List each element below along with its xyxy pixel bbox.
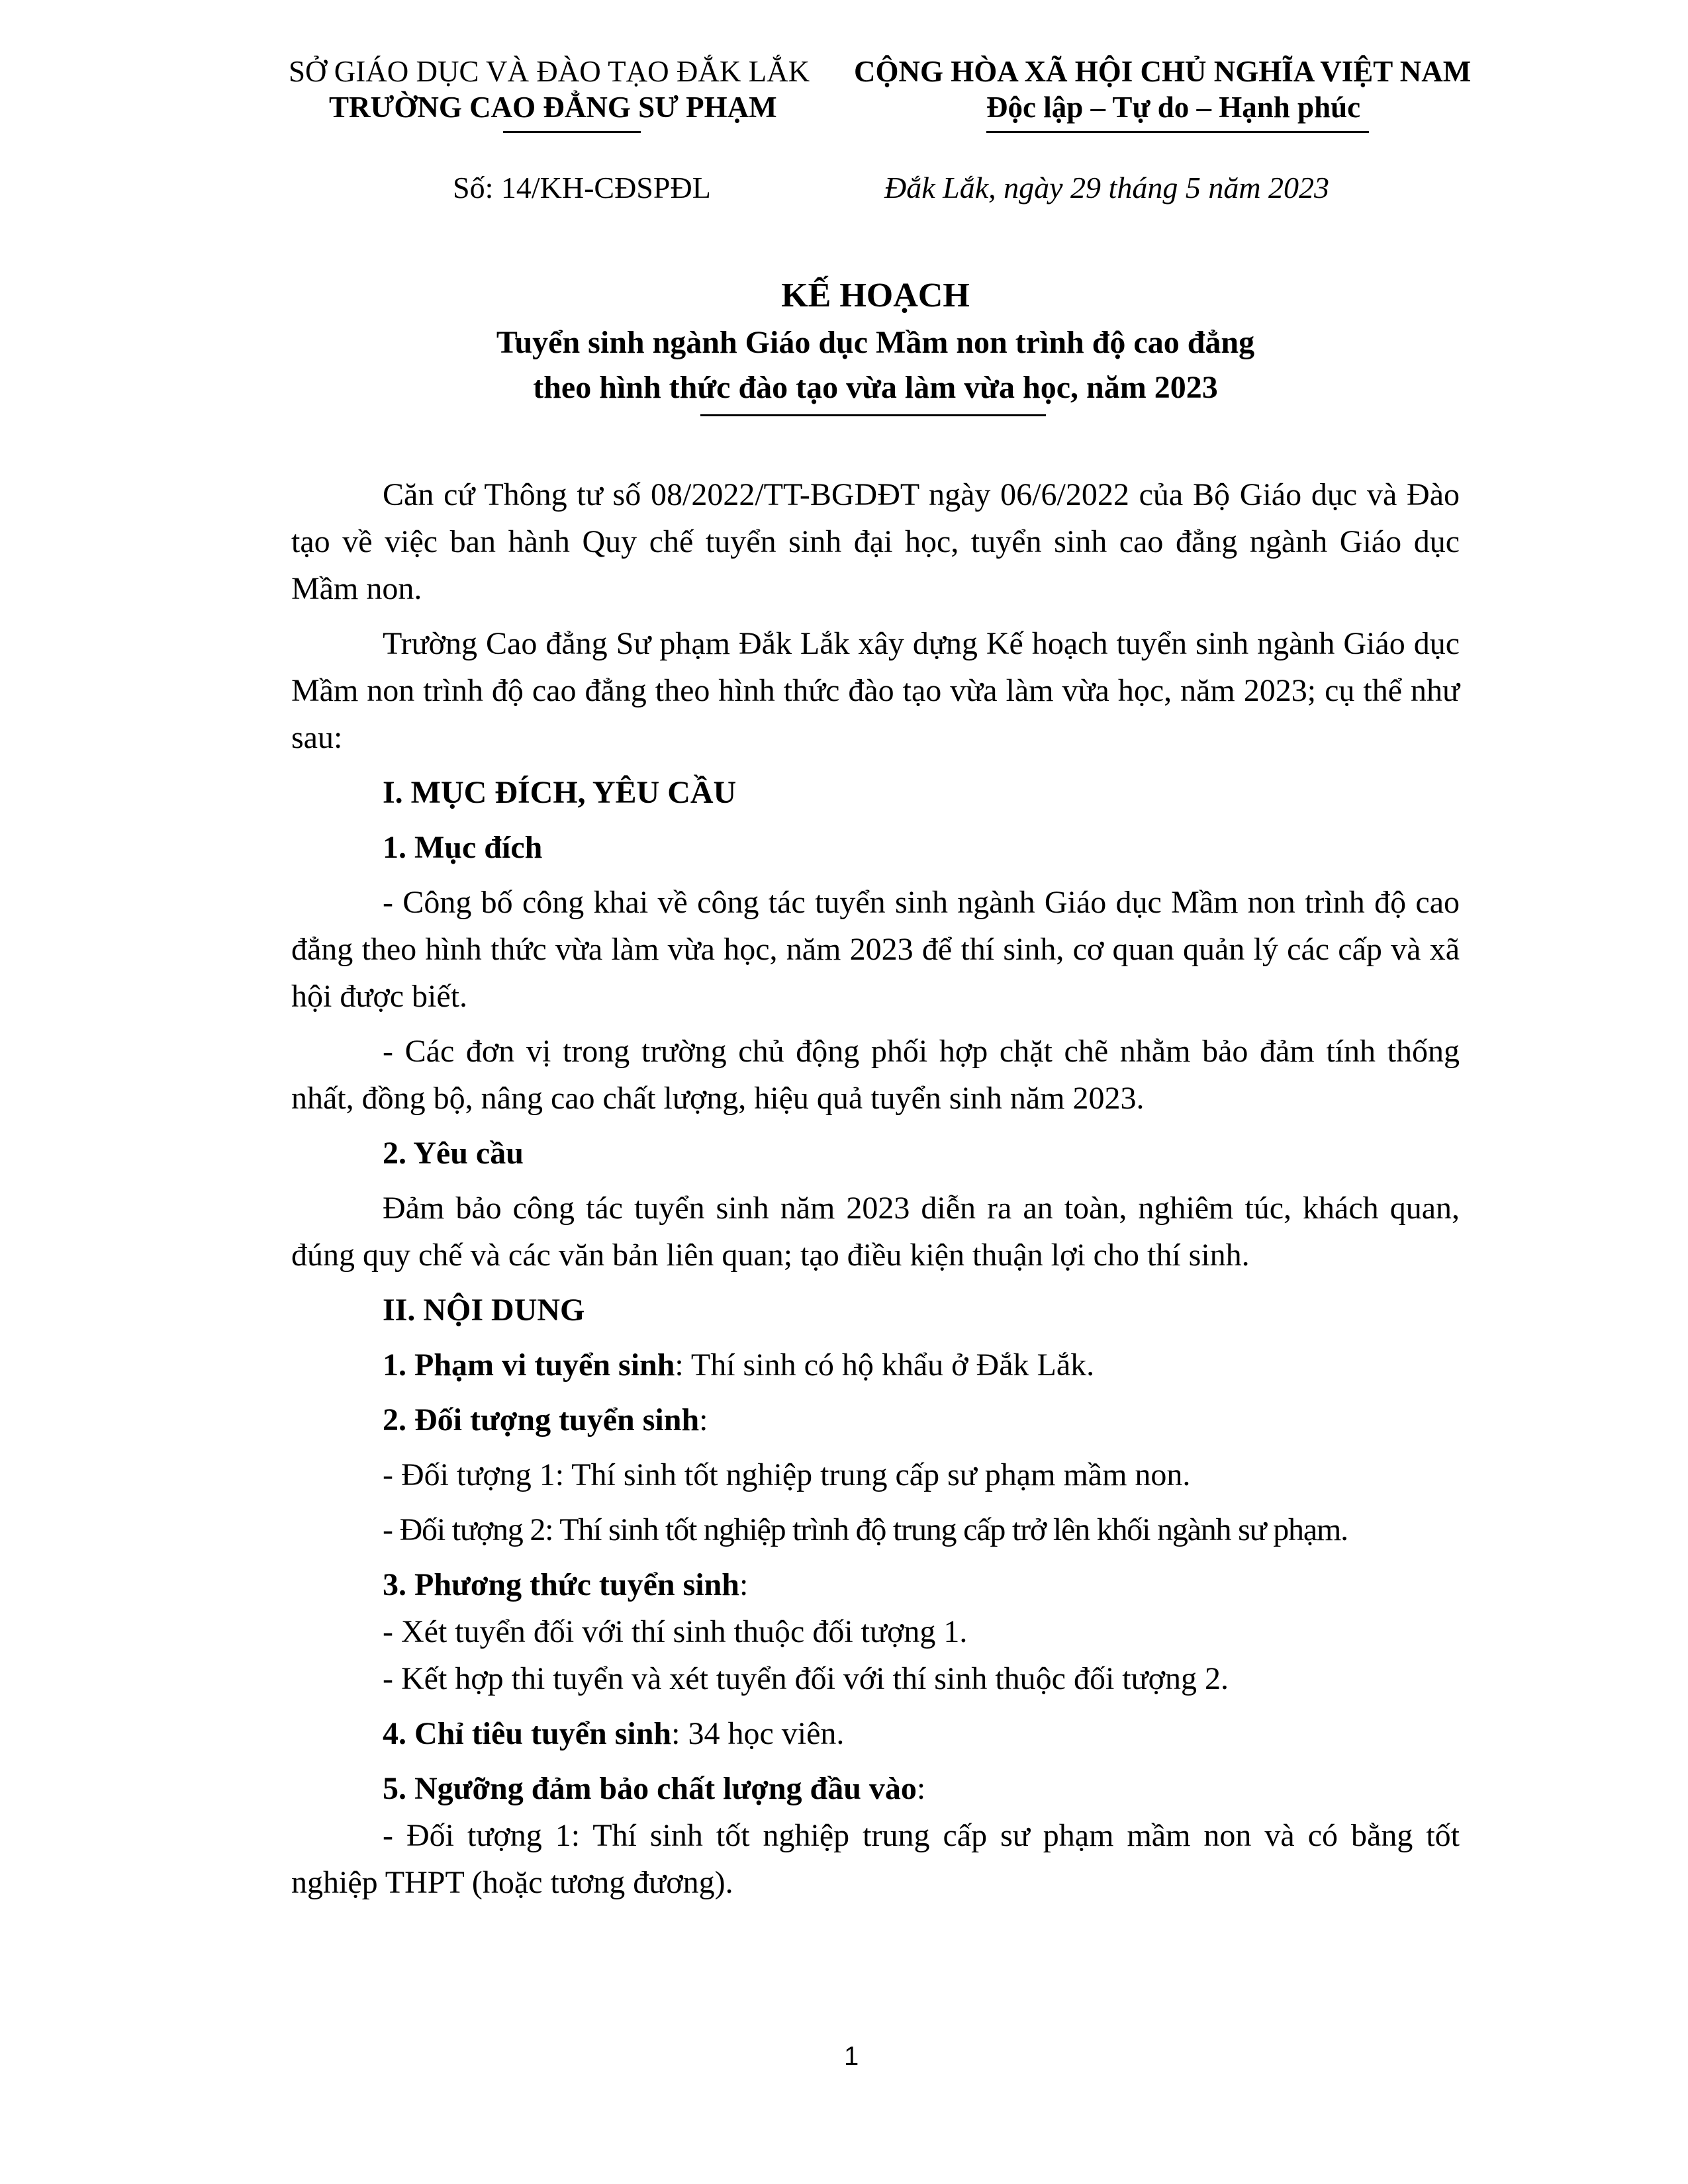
item-admission-method bbox=[291, 1561, 1460, 1608]
page-number: 1 bbox=[844, 2042, 859, 2071]
national-motto: Độc lập – Tự do – Hạnh phúc bbox=[986, 91, 1361, 124]
admission-quota-text: : 34 học viên. bbox=[671, 1716, 845, 1751]
item-admission-subjects bbox=[291, 1396, 1460, 1443]
subject-group-2: - Đối tượng 2: Thí sinh tốt nghiệp trình độ trung cấp trở lên khối ngành sư phạm. bbox=[383, 1512, 1348, 1547]
paragraph-requirements: Đảm bảo công tác tuyển sinh năm 2023 diễn ra an toàn, nghiêm túc, khách quan, đúng quy chế và các văn bản liên quan; tạo điều kiện thuận lợi cho thí sinh. bbox=[291, 1191, 1460, 1273]
title-subline-2: theo hình thức đào tạo vừa làm vừa học, năm 2023 bbox=[533, 370, 1218, 405]
admission-subjects-label: 2. Đối tượng tuyển sinh bbox=[383, 1402, 700, 1437]
heading-section-I: I. MỤC ĐÍCH, YÊU CẦU bbox=[383, 775, 737, 810]
admission-scope-text: : Thí sinh có hộ khẩu ở Đắk Lắk. bbox=[675, 1347, 1095, 1383]
paragraph-legal-basis: Căn cứ Thông tư số 08/2022/TT-BGDĐT ngày 06/6/2022 của Bộ Giáo dục và Đào tạo về việc ban hành Quy chế tuyển sinh đại học, tuyển sinh cao đẳng ngành Giáo dục Mầm non. bbox=[291, 477, 1460, 606]
subject-group-1: - Đối tượng 1: Thí sinh tốt nghiệp trung cấp sư phạm mầm non. bbox=[383, 1457, 1191, 1492]
school-name-underline bbox=[503, 131, 641, 133]
title-subline-1: Tuyển sinh ngành Giáo dục Mầm non trình độ cao đẳng bbox=[496, 325, 1255, 360]
quality-threshold-colon: : bbox=[916, 1771, 926, 1806]
admission-method-colon: : bbox=[739, 1567, 749, 1602]
heading-requirements: 2. Yêu cầu bbox=[383, 1136, 524, 1171]
heading-purpose: 1. Mục đích bbox=[383, 830, 543, 865]
document-date: Đắk Lắk, ngày 29 tháng 5 năm 2023 bbox=[884, 171, 1330, 205]
method-item-2: - Kết hợp thi tuyển và xét tuyển đối với thí sinh thuộc đối tượng 2. bbox=[383, 1661, 1229, 1696]
department-name: SỞ GIÁO DỤC VÀ ĐÀO TẠO ĐẮK LẮK bbox=[289, 55, 810, 88]
quality-threshold-label: 5. Ngưỡng đảm bảo chất lượng đầu vào bbox=[383, 1771, 917, 1806]
admission-subjects-colon: : bbox=[699, 1402, 708, 1437]
item-admission-scope bbox=[291, 1342, 1460, 1388]
admission-quota-label: 4. Chỉ tiêu tuyển sinh bbox=[383, 1716, 672, 1751]
threshold-item-1: - Đối tượng 1: Thí sinh tốt nghiệp trung cấp sư phạm mầm non và có bằng tốt nghiệp THPT (hoặc tương đương). bbox=[291, 1818, 1460, 1900]
paragraph-purpose-2: - Các đơn vị trong trường chủ động phối hợp chặt chẽ nhằm bảo đảm tính thống nhất, đồng bộ, nâng cao chất lượng, hiệu quả tuyển sinh năm 2023. bbox=[291, 1034, 1460, 1116]
school-name: TRƯỜNG CAO ĐẲNG SƯ PHẠM bbox=[329, 91, 777, 124]
paragraph-purpose-1: - Công bố công khai về công tác tuyển sinh ngành Giáo dục Mầm non trình độ cao đẳng theo hình thức vừa làm vừa học, năm 2023 để thí sinh, cơ quan quản lý các cấp và xã hội được biết. bbox=[291, 885, 1460, 1014]
admission-scope-label: 1. Phạm vi tuyển sinh bbox=[383, 1347, 675, 1383]
paragraph-intro: Trường Cao đẳng Sư phạm Đắk Lắk xây dựng Kế hoạch tuyển sinh ngành Giáo dục Mầm non trình độ cao đẳng theo hình thức đào tạo vừa làm vừa học, năm 2023; cụ thể như sau: bbox=[291, 626, 1460, 755]
document-title: KẾ HOẠCH bbox=[781, 277, 970, 314]
document-body bbox=[291, 471, 1460, 1906]
national-title: CỘNG HÒA XÃ HỘI CHỦ NGHĨA VIỆT NAM bbox=[854, 55, 1472, 88]
heading-section-II: II. NỘI DUNG bbox=[383, 1293, 585, 1328]
item-quality-threshold bbox=[291, 1765, 1460, 1812]
admission-method-label: 3. Phương thức tuyển sinh bbox=[383, 1567, 739, 1602]
method-item-1: - Xét tuyển đối với thí sinh thuộc đối tượng 1. bbox=[383, 1614, 968, 1649]
document-number: Số: 14/KH-CĐSPĐL bbox=[453, 171, 711, 205]
title-underline bbox=[700, 414, 1046, 416]
item-admission-quota bbox=[291, 1710, 1460, 1757]
title-block bbox=[291, 271, 1460, 410]
national-motto-underline bbox=[986, 131, 1369, 133]
